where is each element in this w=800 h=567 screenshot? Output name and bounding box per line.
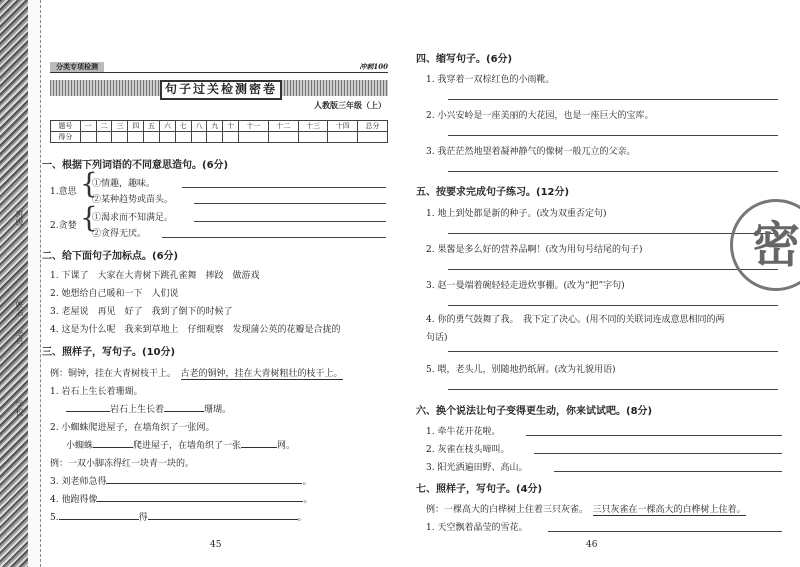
score-cell[interactable] — [128, 132, 144, 143]
answer-line[interactable] — [448, 171, 778, 172]
table-cell: 十二 — [268, 121, 298, 132]
answer-line[interactable] — [526, 435, 782, 436]
question-2-blank — [66, 438, 295, 451]
question-2: 2. 小蜘蛛爬进屋子，在墙角织了一张网。 — [50, 423, 215, 433]
student-id-label: 学号 — [15, 330, 24, 346]
binding-strip — [28, 0, 41, 567]
blank[interactable] — [148, 519, 298, 520]
table-cell: 六 — [159, 121, 175, 132]
word-1: 1.意思 — [50, 187, 77, 197]
blank[interactable] — [66, 411, 110, 412]
edition-label: 人教版三年级（上） — [314, 100, 386, 110]
exercise-5: 5. 喂，老头儿，别随地扔纸屑。(改为礼貌用语) — [426, 365, 616, 375]
meaning-2b: ②贪得无厌。 — [92, 229, 147, 239]
answer-line[interactable] — [182, 187, 386, 188]
answer-line[interactable] — [448, 351, 778, 352]
example-7-rewritten: 三只灰雀在一棵高大的白桦树上住着。 — [592, 505, 746, 515]
series-bar — [50, 62, 388, 73]
brace-2: { — [80, 201, 98, 234]
score-cell[interactable] — [268, 132, 298, 143]
score-cell[interactable] — [96, 132, 112, 143]
example-7-original: 例：一棵高大的白桦树上住着三只灰雀。 — [426, 505, 584, 515]
table-cell: 九 — [207, 121, 223, 132]
blank[interactable] — [241, 447, 277, 448]
score-table — [50, 120, 388, 143]
name-label: 姓名 — [15, 300, 24, 316]
vivid-1: 1. 牵牛花开花啦。 — [426, 427, 501, 437]
question-1: 1. 岩石上生长着珊瑚。 — [50, 387, 143, 397]
exercise-3: 3. 赵一曼端着碗轻轻走进炊事棚。(改为“把”字句) — [426, 281, 625, 291]
exercise-4: 4. 你的勇气鼓舞了我。 我下定了决心。(用不同的关联词连成意思相同的两 — [426, 315, 725, 325]
example-1-original: 例：铜钟，挂在大青树枝干上。 — [50, 369, 172, 379]
paper-title: 句子过关检测密卷 — [160, 80, 282, 100]
score-cell[interactable] — [175, 132, 191, 143]
punct-line-1: 1. 下课了 大家在大青树下跳孔雀舞 摔跤 做游戏 — [50, 271, 260, 281]
meaning-1b: ②某种趋势或苗头。 — [92, 195, 174, 205]
answer-line[interactable] — [162, 237, 386, 238]
section-5-title: 五、按要求完成句子练习。(12分) — [416, 187, 570, 198]
q4-text: 4. 他跑得像 — [50, 495, 98, 505]
question-5 — [50, 510, 307, 523]
example-2: 例：一双小脚冻得红一块青一块的。 — [50, 459, 195, 469]
brand-name: 冲刺100 — [359, 62, 388, 71]
section-1-title: 一、根据下列词语的不同意思造句。(6分) — [42, 160, 229, 171]
exercise-2: 2. 果酱是多么好的营养品啊！(改为用句号结尾的句子) — [426, 245, 643, 255]
q3-text: 3. 刘老师急得 — [50, 477, 107, 487]
table-cell: 十四 — [328, 121, 358, 132]
table-cell: 十 — [223, 121, 239, 132]
table-cell: 四 — [128, 121, 144, 132]
answer-line[interactable] — [548, 531, 782, 532]
class-label: 班级 — [15, 210, 24, 226]
exercise-1: 1. 地上到处都是新的种子。(改为双重否定句) — [426, 209, 607, 219]
school-label: 学校 — [15, 400, 24, 416]
blank[interactable] — [164, 411, 204, 412]
table-cell: 三 — [112, 121, 128, 132]
punct-line-4: 4. 这是为什么呢 我来到草地上 仔细观察 发现蒲公英的花瓣是合拢的 — [50, 325, 341, 335]
answer-line[interactable] — [448, 389, 778, 390]
section-6-title: 六、换个说法让句子变得更生动，你来试试吧。(8分) — [416, 406, 653, 417]
title-banner — [50, 80, 388, 96]
meaning-1a: ①情趣，趣味。 — [92, 179, 156, 189]
vivid-2: 2. 灰雀在枝头啼叫。 — [426, 445, 510, 455]
answer-line[interactable] — [194, 221, 386, 222]
q2-text-b: 爬进屋子，在墙角织了一张 — [133, 441, 242, 451]
blank[interactable] — [59, 519, 139, 520]
stamp-char: 密 — [730, 199, 800, 291]
q3-end: 。 — [302, 477, 312, 487]
secret-stamp — [722, 195, 800, 295]
rewrite-1: 1. 天空飘着晶莹的雪花。 — [426, 523, 528, 533]
score-cell[interactable] — [144, 132, 160, 143]
punct-line-3: 3. 老屋说 再见 好了 我到了倒下的时候了 — [50, 307, 233, 317]
left-page — [42, 0, 394, 567]
q1-text: 岩石上生长着 — [110, 405, 165, 415]
page-number-left: 45 — [210, 540, 222, 550]
answer-line[interactable] — [534, 453, 782, 454]
table-cell: 十三 — [298, 121, 328, 132]
q2-text-a: 小蜘蛛 — [66, 441, 94, 451]
section-3-title: 三、照样子，写句子。(10分) — [42, 347, 176, 358]
q5-text: 得 — [138, 513, 148, 523]
answer-line[interactable] — [448, 305, 778, 306]
condense-1: 1. 我穿着一双棕红色的小雨靴。 — [426, 75, 555, 85]
q5-end: 。 — [297, 513, 307, 523]
table-cell: 题号 — [51, 121, 81, 132]
vivid-3: 3. 阳光洒遍田野、高山。 — [426, 463, 528, 473]
series-name: 分类专项检测 — [50, 62, 104, 72]
example-1-expanded: 古老的铜钟，挂在大青树粗壮的枝干上。 — [180, 369, 343, 379]
q2-end: 网。 — [277, 441, 296, 451]
answer-line[interactable] — [448, 135, 778, 136]
table-cell: 得分 — [51, 132, 81, 143]
score-cell[interactable] — [191, 132, 207, 143]
q1-end: 珊瑚。 — [204, 405, 232, 415]
table-cell: 十一 — [239, 121, 269, 132]
table-cell: 五 — [144, 121, 160, 132]
q5-num: 5. — [50, 513, 59, 523]
blank[interactable] — [93, 447, 133, 448]
table-cell: 七 — [175, 121, 191, 132]
page-number-right: 46 — [586, 540, 598, 550]
blank[interactable] — [106, 483, 302, 484]
example-1 — [50, 366, 343, 379]
score-header-row — [51, 121, 388, 132]
punct-line-2: 2. 她想给自己暖和一下 人们说 — [50, 289, 179, 299]
condense-2: 2. 小兴安岭是一座美丽的大花园，也是一座巨大的宝库。 — [426, 111, 654, 121]
score-cell[interactable] — [239, 132, 269, 143]
brace-1: { — [80, 167, 98, 200]
score-cell[interactable] — [298, 132, 328, 143]
score-cell[interactable] — [159, 132, 175, 143]
table-cell: 总分 — [358, 121, 388, 132]
word-2: 2.贪婪 — [50, 221, 77, 231]
section-2-title: 二、给下面句子加标点。(6分) — [42, 251, 179, 262]
answer-line[interactable] — [448, 99, 778, 100]
condense-3: 3. 我茫茫然地望着凝神静气的像树一般兀立的父亲。 — [426, 147, 636, 157]
table-cell: 一 — [80, 121, 96, 132]
question-3 — [50, 474, 311, 487]
section-4-title: 四、缩写句子。(6分) — [416, 54, 513, 65]
answer-line[interactable] — [554, 471, 782, 472]
score-cell[interactable] — [358, 132, 388, 143]
exercise-4-cont: 句话) — [426, 333, 448, 343]
score-value-row — [51, 132, 388, 143]
score-cell[interactable] — [80, 132, 96, 143]
score-cell[interactable] — [207, 132, 223, 143]
table-cell: 二 — [96, 121, 112, 132]
table-cell: 八 — [191, 121, 207, 132]
example-7 — [426, 502, 746, 515]
score-cell[interactable] — [112, 132, 128, 143]
meaning-2a: ①渴求而不知满足。 — [92, 213, 174, 223]
score-cell[interactable] — [328, 132, 358, 143]
section-7-title: 七、照样子，写句子。(4分) — [416, 484, 543, 495]
question-1-blank — [66, 402, 231, 415]
blank[interactable] — [97, 501, 303, 502]
q4-end: 。 — [303, 495, 313, 505]
score-cell[interactable] — [223, 132, 239, 143]
binding-edge — [0, 0, 28, 567]
question-4 — [50, 492, 312, 505]
answer-line[interactable] — [194, 203, 386, 204]
